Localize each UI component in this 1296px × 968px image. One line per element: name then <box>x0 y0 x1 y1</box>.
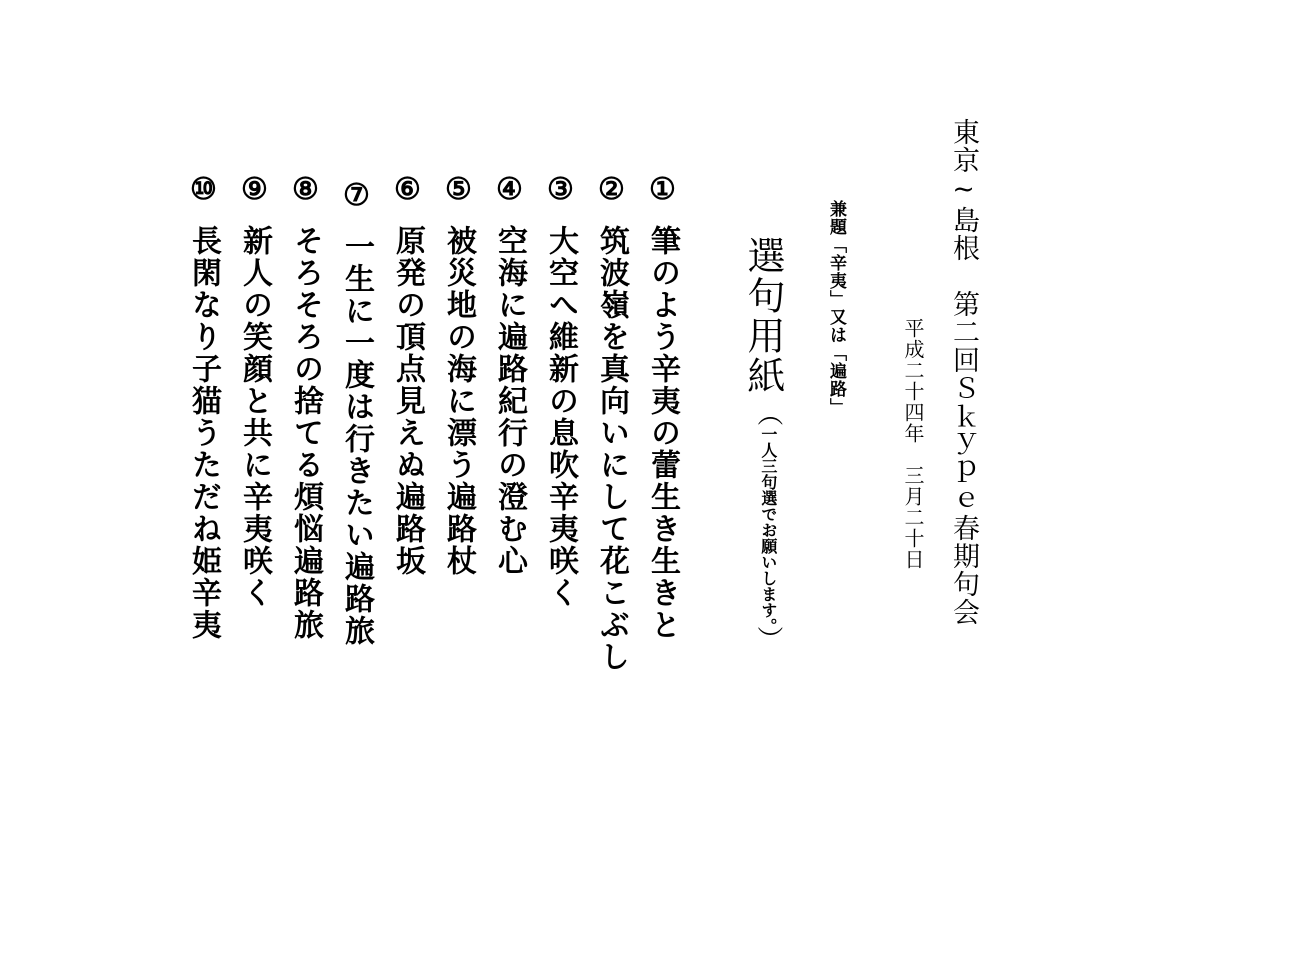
voting-instruction <box>752 400 782 652</box>
haiku-text: 大空へ維新の息吹辛夷咲く <box>543 225 578 609</box>
theme-prompt: 兼題「辛夷」又は「遍路」 <box>826 200 846 416</box>
haiku-entry <box>594 172 629 673</box>
form-title: 選句用紙 <box>741 236 785 396</box>
event-date: 平成二十四年 三月二十日 <box>901 318 925 570</box>
haiku-entry <box>543 172 578 609</box>
haiku-text: 筑波嶺を真向いにして花こぶし <box>594 225 629 673</box>
paren-close: ） <box>752 626 783 652</box>
haiku-number: ⑧ <box>288 172 323 209</box>
haiku-entry <box>288 172 323 641</box>
haiku-text: 空海に遍路紀行の澄む心 <box>492 225 527 577</box>
haiku-text: 新人の笑顔と共に辛夷咲く <box>237 225 272 609</box>
haiku-entry <box>645 172 680 641</box>
haiku-entry <box>186 172 221 641</box>
haiku-number: ⑦ <box>339 178 374 215</box>
haiku-entry <box>492 172 527 577</box>
paren-open: （ <box>752 400 783 426</box>
haiku-number: ⑤ <box>441 172 476 209</box>
haiku-number: ③ <box>543 172 578 209</box>
haiku-number: ④ <box>492 172 527 209</box>
haiku-number: ① <box>645 172 680 209</box>
haiku-number: ② <box>594 172 629 209</box>
haiku-number: ⑨ <box>237 172 272 209</box>
haiku-text: 長閑なり子猫うただね姫辛夷 <box>186 225 221 641</box>
haiku-entry <box>339 178 374 647</box>
haiku-text: 被災地の海に漂う遍路杖 <box>441 225 476 577</box>
instruction-text: 一人三句選でお願いします。 <box>758 426 778 626</box>
haiku-number: ⑥ <box>390 172 425 209</box>
haiku-entry <box>237 172 272 609</box>
haiku-entry <box>390 172 425 577</box>
haiku-number: ⑩ <box>186 172 221 209</box>
haiku-text: 筆のよう辛夷の蕾生き生きと <box>645 225 680 641</box>
haiku-text: 一生に一度は行きたい遍路旅 <box>339 231 374 647</box>
haiku-text: そろそろの捨てる煩悩遍路旅 <box>288 225 323 641</box>
haiku-entry <box>441 172 476 577</box>
event-title: 東京~島根 第二回Ｓｋｙｐｅ春期句会 <box>948 118 979 626</box>
haiku-text: 原発の頂点見えぬ遍路坂 <box>390 225 425 577</box>
